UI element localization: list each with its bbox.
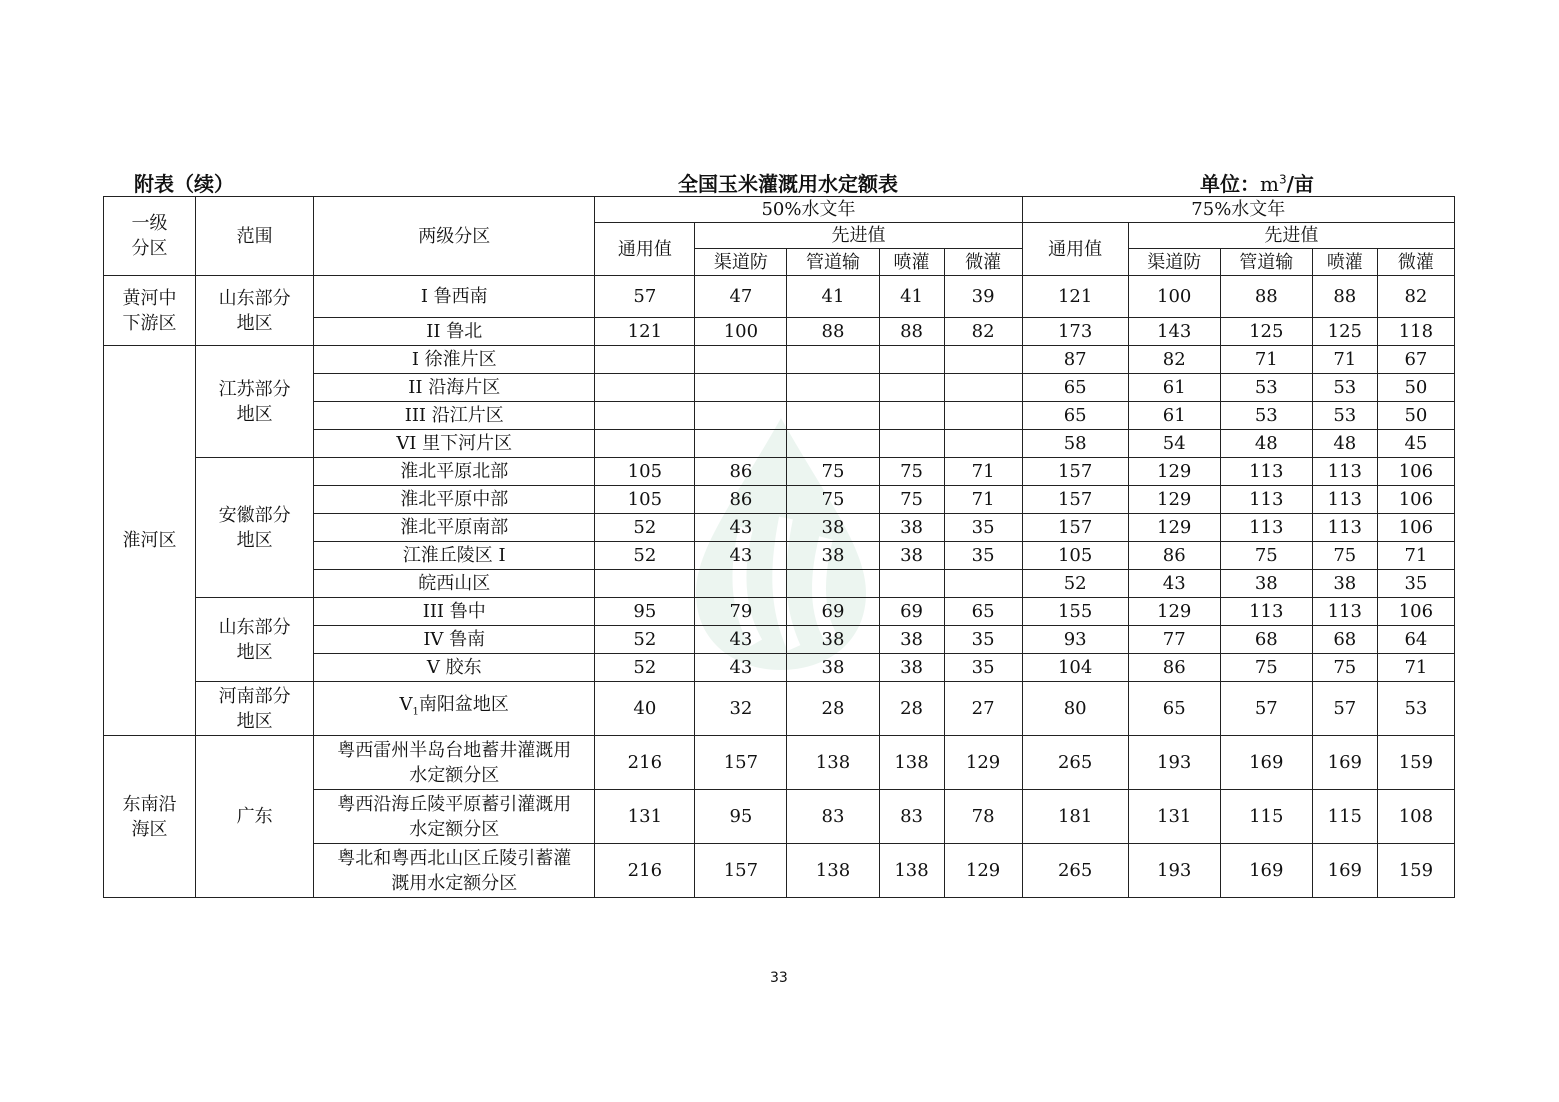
value-cell: 216 [595,736,695,790]
value-cell: 80 [1022,682,1128,736]
value-cell: 106 [1377,598,1454,626]
value-cell: 53 [1312,402,1377,430]
value-cell: 40 [595,682,695,736]
value-cell: 71 [944,486,1022,514]
header-advanced-50: 先进值 [695,223,1022,249]
value-cell: 43 [695,654,787,682]
value-cell: 82 [1128,346,1220,374]
value-cell: 52 [595,626,695,654]
value-cell: 159 [1377,736,1454,790]
header-micro-75: 微灌 [1377,249,1454,276]
zone-cell: IV 鲁南 [314,626,595,654]
value-cell: 129 [944,844,1022,898]
value-cell: 68 [1312,626,1377,654]
zone-cell: III 鲁中 [314,598,595,626]
zone-cell: 淮北平原南部 [314,514,595,542]
value-cell: 71 [944,458,1022,486]
value-cell: 125 [1220,318,1312,346]
value-cell [595,430,695,458]
value-cell [944,402,1022,430]
value-cell: 95 [695,790,787,844]
value-cell: 78 [944,790,1022,844]
zone-cell: 淮北平原北部 [314,458,595,486]
table-row [104,346,1455,374]
value-cell: 159 [1377,844,1454,898]
value-cell: 53 [1377,682,1454,736]
header-micro-50: 微灌 [944,249,1022,276]
value-cell: 71 [1377,654,1454,682]
value-cell: 39 [944,276,1022,318]
zone-cell: 皖西山区 [314,570,595,598]
value-cell: 83 [787,790,879,844]
value-cell: 106 [1377,514,1454,542]
value-cell [944,346,1022,374]
value-cell: 57 [1220,682,1312,736]
header-row-1 [104,197,1455,223]
value-cell: 88 [787,318,879,346]
value-cell [695,570,787,598]
header-advanced-75: 先进值 [1128,223,1454,249]
value-cell: 67 [1377,346,1454,374]
value-cell: 41 [879,276,944,318]
value-cell: 108 [1377,790,1454,844]
value-cell [787,430,879,458]
value-cell: 88 [1312,276,1377,318]
value-cell: 38 [787,626,879,654]
value-cell: 50 [1377,374,1454,402]
value-cell: 38 [787,514,879,542]
value-cell: 113 [1312,458,1377,486]
value-cell [695,430,787,458]
level1-cell: 东南沿海区 [104,736,196,898]
value-cell: 65 [1022,402,1128,430]
value-cell: 38 [787,542,879,570]
header-level2: 两级分区 [314,197,595,276]
table-title: 全国玉米灌溉用水定额表 [678,172,898,196]
value-cell: 113 [1312,598,1377,626]
value-cell: 38 [879,626,944,654]
unit-label: 单位：$m^3/$亩 [1200,172,1314,196]
value-cell: 169 [1220,736,1312,790]
appendix-caption: 附表（续） [134,172,234,196]
value-cell: 54 [1128,430,1220,458]
value-cell: 71 [1220,346,1312,374]
zone-cell: II 鲁北 [314,318,595,346]
header-general-50: 通用值 [595,223,695,276]
value-cell: 48 [1312,430,1377,458]
zone-cell: VI 里下河片区 [314,430,595,458]
value-cell: 100 [1128,276,1220,318]
value-cell: 52 [1022,570,1128,598]
value-cell: 35 [944,654,1022,682]
value-cell: 113 [1312,514,1377,542]
value-cell: 125 [1312,318,1377,346]
value-cell: 75 [1312,542,1377,570]
value-cell [944,570,1022,598]
value-cell: 157 [1022,514,1128,542]
value-cell: 129 [1128,514,1220,542]
table-row [104,736,1455,790]
value-cell: 157 [1022,458,1128,486]
value-cell: 265 [1022,736,1128,790]
value-cell: 35 [944,514,1022,542]
value-cell: 129 [1128,486,1220,514]
zone-cell: 粤西雷州半岛台地蓄井灌溉用水定额分区 [314,736,595,790]
header-general-75: 通用值 [1022,223,1128,276]
value-cell: 38 [1220,570,1312,598]
header-y75: 75%水文年 [1022,197,1454,223]
value-cell: 50 [1377,402,1454,430]
value-cell: 71 [1312,346,1377,374]
value-cell [595,570,695,598]
value-cell: 88 [1220,276,1312,318]
value-cell: 86 [1128,542,1220,570]
value-cell: 28 [787,682,879,736]
value-cell: 100 [695,318,787,346]
zone-cell: 淮北平原中部 [314,486,595,514]
zone-cell: 江淮丘陵区 I [314,542,595,570]
value-cell: 38 [879,654,944,682]
scope-cell: 山东部分地区 [196,276,314,346]
value-cell: 52 [595,542,695,570]
value-cell: 75 [787,458,879,486]
value-cell: 32 [695,682,787,736]
value-cell: 87 [1022,346,1128,374]
value-cell: 83 [879,790,944,844]
value-cell: 35 [944,626,1022,654]
header-y50: 50%水文年 [595,197,1022,223]
value-cell: 38 [787,654,879,682]
value-cell: 43 [695,514,787,542]
value-cell: 58 [1022,430,1128,458]
page-number: 33 [770,970,788,986]
value-cell: 52 [595,654,695,682]
value-cell [787,570,879,598]
value-cell [787,374,879,402]
value-cell: 113 [1220,458,1312,486]
value-cell: 86 [695,486,787,514]
value-cell: 193 [1128,844,1220,898]
value-cell: 138 [879,844,944,898]
value-cell: 71 [1377,542,1454,570]
value-cell: 86 [695,458,787,486]
value-cell: 82 [1377,276,1454,318]
value-cell: 57 [595,276,695,318]
scope-cell: 山东部分地区 [196,598,314,682]
zone-cell: 粤西沿海丘陵平原蓄引灌溉用水定额分区 [314,790,595,844]
value-cell: 265 [1022,844,1128,898]
value-cell: 121 [1022,276,1128,318]
value-cell: 35 [1377,570,1454,598]
value-cell: 193 [1128,736,1220,790]
value-cell: 43 [695,626,787,654]
value-cell: 38 [1312,570,1377,598]
header-sprinkler-75: 喷灌 [1312,249,1377,276]
scope-cell: 江苏部分地区 [196,346,314,458]
value-cell: 95 [595,598,695,626]
value-cell: 121 [595,318,695,346]
value-cell: 93 [1022,626,1128,654]
value-cell: 68 [1220,626,1312,654]
value-cell: 61 [1128,402,1220,430]
value-cell: 75 [1312,654,1377,682]
value-cell [879,430,944,458]
value-cell: 157 [1022,486,1128,514]
zone-cell: I 徐淮片区 [314,346,595,374]
zone-cell: I 鲁西南 [314,276,595,318]
zone-cell: III 沿江片区 [314,402,595,430]
value-cell [787,402,879,430]
value-cell: 105 [595,486,695,514]
value-cell: 48 [1220,430,1312,458]
value-cell: 157 [695,736,787,790]
value-cell [695,374,787,402]
value-cell [879,374,944,402]
value-cell: 75 [1220,542,1312,570]
value-cell: 113 [1312,486,1377,514]
zone-cell: 粤北和粤西北山区丘陵引蓄灌溉用水定额分区 [314,844,595,898]
scope-cell: 广东 [196,736,314,898]
value-cell: 53 [1312,374,1377,402]
value-cell: 52 [595,514,695,542]
value-cell: 69 [879,598,944,626]
value-cell: 43 [695,542,787,570]
value-cell [879,570,944,598]
value-cell: 77 [1128,626,1220,654]
quota-table [103,196,1455,898]
value-cell: 75 [879,458,944,486]
value-cell: 169 [1220,844,1312,898]
value-cell: 27 [944,682,1022,736]
value-cell: 53 [1220,374,1312,402]
value-cell: 106 [1377,486,1454,514]
value-cell [595,346,695,374]
value-cell: 169 [1312,844,1377,898]
header-canal-50: 渠道防 [695,249,787,276]
scope-cell: 安徽部分地区 [196,458,314,598]
value-cell: 129 [944,736,1022,790]
value-cell [695,402,787,430]
value-cell: 113 [1220,598,1312,626]
value-cell [595,402,695,430]
value-cell: 75 [787,486,879,514]
value-cell: 64 [1377,626,1454,654]
value-cell: 138 [879,736,944,790]
zone-cell: V 胶东 [314,654,595,682]
value-cell: 45 [1377,430,1454,458]
value-cell: 69 [787,598,879,626]
value-cell: 41 [787,276,879,318]
value-cell: 138 [787,736,879,790]
value-cell: 88 [879,318,944,346]
value-cell: 65 [1022,374,1128,402]
value-cell: 86 [1128,654,1220,682]
value-cell: 105 [1022,542,1128,570]
value-cell: 106 [1377,458,1454,486]
value-cell: 61 [1128,374,1220,402]
scope-cell: 河南部分地区 [196,682,314,736]
value-cell: 53 [1220,402,1312,430]
value-cell [944,430,1022,458]
value-cell [944,374,1022,402]
value-cell: 43 [1128,570,1220,598]
value-cell: 131 [595,790,695,844]
header-level1: 一级分区 [104,197,196,276]
value-cell: 155 [1022,598,1128,626]
table-row [104,458,1455,486]
value-cell: 105 [595,458,695,486]
value-cell: 113 [1220,486,1312,514]
value-cell: 57 [1312,682,1377,736]
value-cell [879,402,944,430]
value-cell: 131 [1128,790,1220,844]
value-cell: 113 [1220,514,1312,542]
value-cell: 118 [1377,318,1454,346]
value-cell [695,346,787,374]
value-cell: 129 [1128,458,1220,486]
value-cell: 75 [1220,654,1312,682]
level1-cell: 淮河区 [104,346,196,736]
value-cell: 65 [944,598,1022,626]
value-cell: 173 [1022,318,1128,346]
header-sprinkler-50: 喷灌 [879,249,944,276]
value-cell [787,346,879,374]
value-cell: 216 [595,844,695,898]
value-cell: 75 [879,486,944,514]
value-cell: 65 [1128,682,1220,736]
value-cell: 28 [879,682,944,736]
value-cell: 115 [1312,790,1377,844]
table-row [104,598,1455,626]
header-pipe-50: 管道输 [787,249,879,276]
value-cell: 35 [944,542,1022,570]
table-row [104,276,1455,318]
value-cell: 47 [695,276,787,318]
header-canal-75: 渠道防 [1128,249,1220,276]
value-cell: 138 [787,844,879,898]
value-cell [879,346,944,374]
value-cell: 157 [695,844,787,898]
value-cell: 38 [879,542,944,570]
value-cell: 129 [1128,598,1220,626]
header-pipe-75: 管道输 [1220,249,1312,276]
value-cell: 38 [879,514,944,542]
header-scope: 范围 [196,197,314,276]
table-row [104,682,1455,736]
value-cell: 115 [1220,790,1312,844]
zone-cell: $V_1$南阳盆地区 [314,682,595,736]
value-cell: 79 [695,598,787,626]
value-cell: 82 [944,318,1022,346]
value-cell: 169 [1312,736,1377,790]
level1-cell: 黄河中下游区 [104,276,196,346]
value-cell: 143 [1128,318,1220,346]
value-cell [595,374,695,402]
value-cell: 104 [1022,654,1128,682]
value-cell: 181 [1022,790,1128,844]
zone-cell: II 沿海片区 [314,374,595,402]
